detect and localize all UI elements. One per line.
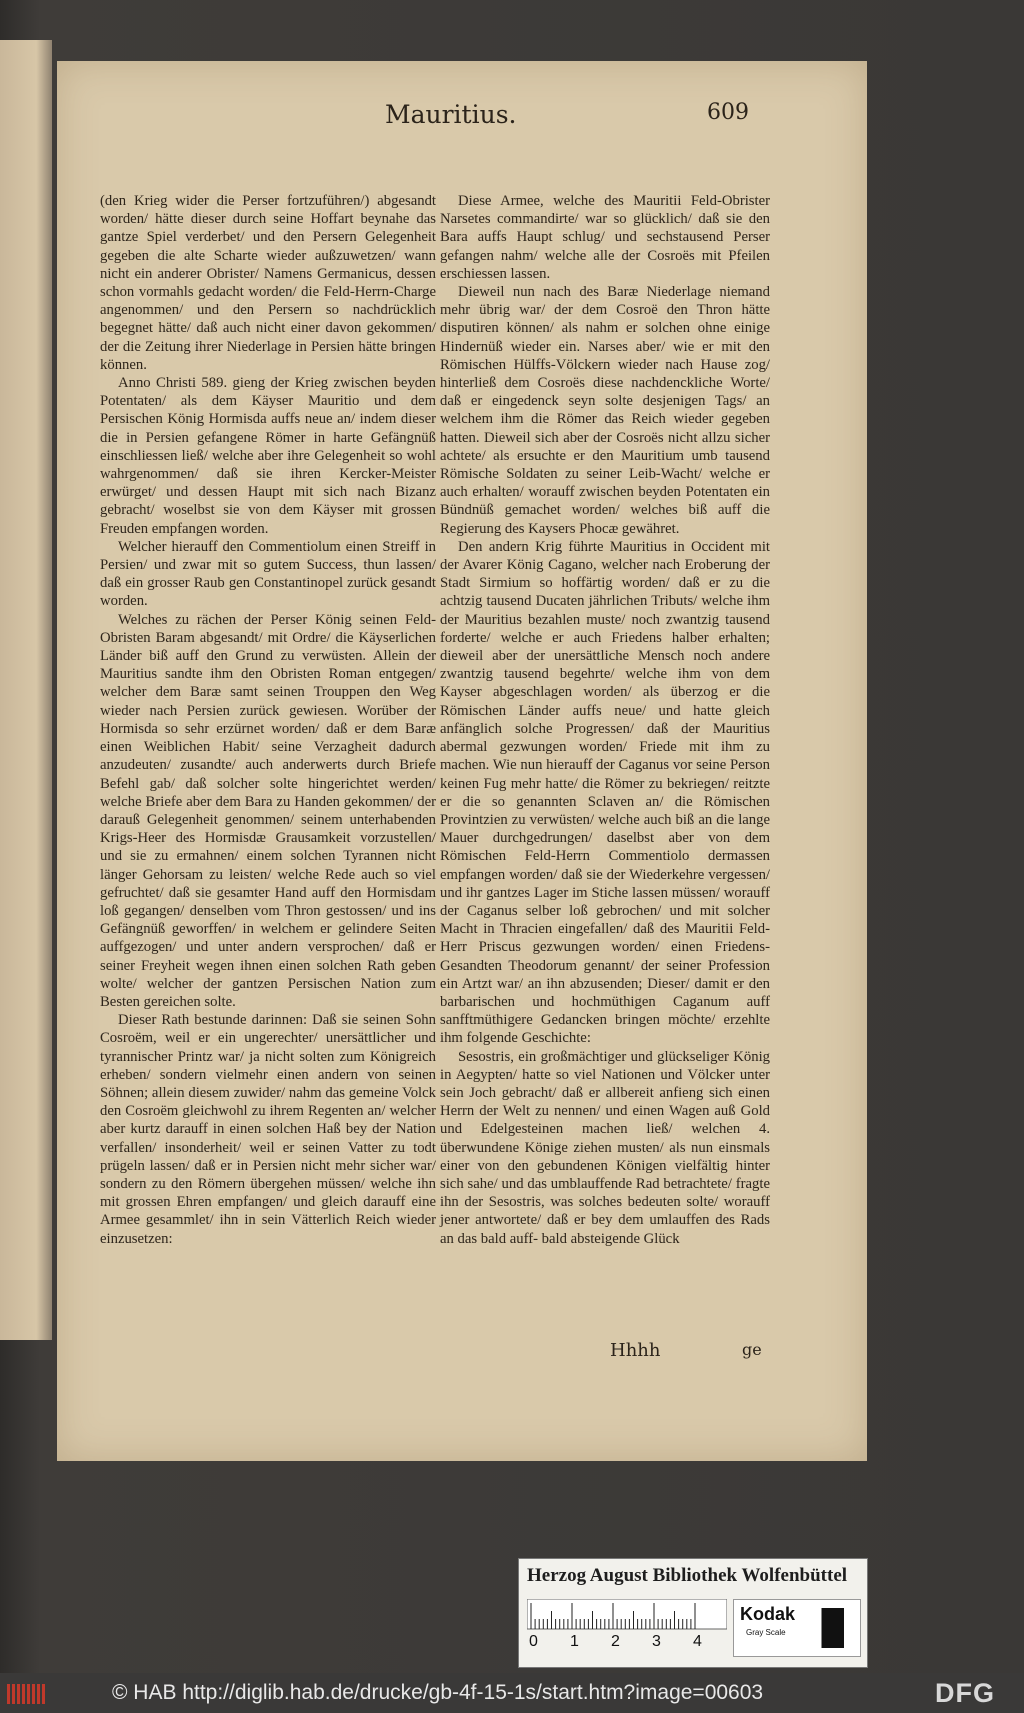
ruler-digit: 1 bbox=[570, 1633, 579, 1650]
signature-mark: Hhhh bbox=[610, 1340, 661, 1361]
paragraph: Welcher hierauff den Commentiolum einen Streiff in Persien/ und zwar mit so gutem Success, thun lassen/ daß ein grosser Raub gen Constantinopel zurück gesandt worden. bbox=[100, 538, 436, 610]
ruler-labels bbox=[527, 1599, 727, 1659]
ruler-digit: 0 bbox=[529, 1633, 538, 1650]
paragraph: (den Krieg wider die Perser fortzuführen/) abgesandt worden/ hätte dieser durch seine Hoffart beynahe das gantze Spiel verderbet/ und den Persern Gelegenheit gegeben die alte Scharte wieder außzuwetzen/ wann nicht ein anderer Obrister/ Namens Germanicus, dessen schon vormahls gedacht worden/ die Feld-Herrn-Charge angenommen/ und den Persern so nachdrücklich begegnet hätte/ daß auch nicht einer davon gekommen/ der die Zeitung ihrer Niederlage in Persien hätte bringen können. bbox=[100, 193, 436, 373]
paragraph: Sesostris, ein großmächtiger und glückseliger König in Aegypten/ hatte so viel Nationen und Völcker unter sein Joch gebracht/ daß er allbereit anfieng sich einen Herrn der Welt zu nennen/ und einen Wagen auß Gold und Edelgesteinen machen ließ/ welchen 4. überwundene Könige ziehen musten/ als nun einsmals einer von den gebundenen Königen vielfältig hinter sich sahe/ und das umblauffende Rad betrachtete/ fragte ihn der Sesostris, was solches bedeuten solte/ worauff jener antwortete/ daß er bey dem umlauffen des Rads an das bald auff- bald absteigende Glück bbox=[440, 1048, 770, 1247]
paragraph: Dieser Rath bestunde darinnen: Daß sie seinen Sohn Cosroëm, weil er ein ungerechter/ unersättlicher und tyrannischer Printz war/ ja nicht solten zum Königreich erheben/ sondern vielmehr einen andern von seinen Söhnen; allein diesem zuwider/ nahm das gemeine Volck den Cosroëm gleichwohl zu ihrem Regenten an/ welcher aber kurtz darauff in einen solchen Haß bey der Nation verfallen/ insonderheit/ weil er seinen Vatter zu todt prügeln lassen/ daß er in Persien nicht mehr sicher war/ sondern zu den Römern übergehen müssen/ welche ihn mit grossen Ehren empfangen/ und gleich darauff eine Armee gesammlet/ ihn in sein Vätterlich Reich wieder einzusetzen: bbox=[100, 1012, 436, 1247]
page-number: 609 bbox=[707, 100, 749, 125]
kodak-logo-text: Kodak bbox=[740, 1604, 796, 1624]
library-label-title: Herzog August Bibliothek Wolfenbüttel bbox=[527, 1565, 848, 1586]
dfg-logo: DFG bbox=[935, 1678, 995, 1708]
paragraph: Welches zu rächen der Perser König seinen Feld-Obristen Baram abgesandt/ mit Ordre/ die Käyserlichen Länder biß auff den Grund zu verwüsten. Allein der Mauritius sandte ihm den Obristen Roman entgegen/ welcher dem Baræ samt seinen Trouppen den Weg wieder nach Persien zurück gewiesen. Worüber der Hormisda so sehr erzürnet worden/ daß er dem Baræ einen Weiblichen Habit/ seine Verzagheit dadurch anzudeuten/ zusandte/ auch anderwerts durch Briefe Befehl gab/ daß solcher solte hingerichtet werden/ welche Briefe aber dem Bara zu Handen gekommen/ der darauß Gelegenheit genommen/ seinem unterhabenden Krigs-Heer des Hormisdæ Grausamkeit vorzustellen/ und sie zu ermahnen/ einem solchen Tyrannen nicht länger Gehorsam zu leisten/ welche Rede auch so viel gefruchtet/ daß sie gesamter Hand auff den Hormisdam loß gegangen/ denselben vom Thron gestossen/ und ins Gefängnüß geworffen/ in welchem er gelindere Seiten auffgezogen/ und unter andern versprochen/ daß er seiner Freyheit wegen ihnen einen solchen Rath geben wolte/ welcher der gantzen Persischen Nation zum Besten gereichen solte. bbox=[100, 611, 436, 1010]
left-text-column bbox=[100, 192, 436, 1248]
paragraph: Anno Christi 589. gieng der Krieg zwischen beyden Potentaten/ als dem Käyser Mauritio und dem Persischen König Hormisda auffs neue an/ indem dieser die in Persien gefangene Römer in harte Gefängnüß einschliessen ließ/ welche aber ihre Gelegenheit so wohl wahrgenommen/ daß sie ihren Kercker-Meister erwürget/ und dessen Haupt mit sich nach Bizanz gebracht/ woselbst sie von dem Käyser mit grossen Freuden empfangen worden. bbox=[100, 375, 436, 537]
ruler-digit: 4 bbox=[693, 1633, 702, 1650]
paragraph: Den andern Krig führte Mauritius in Occident mit der Avarer König Cagano, welcher nach Eroberung der Stadt Sirmium so hoffärtig worden/ daß er zu die achtzig tausend Ducaten jährlichen Tributs/ welche ihm der Mauritius bezahlen muste/ noch zwantzig tausend forderte/ welche er auch Friedens halber erhalten; dieweil aber der unersättliche Mensch noch andere zwantzig tausend begehrte/ welche ihm von dem Kayser abgeschlagen worden/ als überzog er die Römischen Länder auffs neue/ und hatte gleich anfänglich solche Progressen/ daß der Mauritius abermal gezwungen worden/ Friede mit ihm zu machen. Wie nun hierauff der Caganus vor seine Person keinen Fug mehr hatte/ die Römer zu bekriegen/ reitzte er die so genannten Sclaven an/ die Römischen Provintzien zu verwüsten/ welche auch biß an die lange Mauer durchgedrungen/ daselbst aber von dem Römischen Feld-Herrn Commentiolo dermassen empfangen worden/ daß sie der Wiederkehre vergessen/ und ihr gantzes Lager im Stiche lassen müssen/ worauff der Caganus selber loß gebrochen/ und mit solcher Macht in Thracien eingefallen/ daß des Mauritii Feld-Herr Priscus gezwungen worden/ einen Friedens-Gesandten Theodorum genannt/ der seiner Profession ein Artzt war/ an ihn abzusenden; Dieser/ damit er den barbarischen und hochmüthigen Caganum auff sanfftmüthigere Gedancken bringen möchte/ erzehlte ihm folgende Geschichte: bbox=[440, 538, 770, 1047]
footer-copyright-url: © HAB http://diglib.hab.de/drucke/gb-4f-15-1s/start.htm?image=00603 bbox=[112, 1681, 764, 1704]
catchword: ge bbox=[742, 1340, 762, 1359]
running-head-title: Mauritius. bbox=[385, 100, 517, 129]
library-label-card bbox=[518, 1558, 868, 1668]
paragraph: Diese Armee, welche des Mauritii Feld-Obrister Narsetes commandirte/ war so glücklich/ daß sie den Bara auffs Haupt schlug/ und sechstausend Perser gefangen nahm/ welche alle der Cosroës mit Pfeilen erschiessen lassen. bbox=[440, 193, 770, 282]
paragraph: Dieweil nun nach des Baræ Niederlage niemand mehr übrig war/ der dem Cosroë den Thron hätte disputiren können/ als nahm er solchen ohne einige Hindernüß wieder ein. Narses aber/ wie er mit den Römischen Hülffs-Völckern wieder nach Hause zog/ hinterließ dem Cosroës diese nachdenckliche Worte/ daß er eingedenck seyn solte desjenigen Tags/ an welchem ihm die Römer das Reich wieder gegeben hatten. Dieweil sich aber der Cosroës nicht allzu sicher achtete/ als ersuchte er den Mauritium umb tausend Römische Soldaten zu seiner Leib-Wacht/ welche er auch erhalten/ worauff zwischen beyden Potentaten ein Bündnüß gemachet worden/ welches biß auff die Regierung des Kaysers Phocæ gewähret. bbox=[440, 284, 770, 537]
right-text-column bbox=[440, 192, 770, 1248]
gray-scale-text: Gray Scale bbox=[746, 1628, 786, 1637]
gray-swatch bbox=[816, 1608, 844, 1648]
previous-page-edge bbox=[0, 40, 52, 1340]
ruler-digit: 3 bbox=[652, 1633, 661, 1650]
footer-bar bbox=[0, 1673, 1024, 1713]
hab-logo-icon bbox=[6, 1682, 46, 1706]
kodak-gray-scale bbox=[733, 1599, 861, 1657]
ruler-digit: 2 bbox=[611, 1633, 620, 1650]
